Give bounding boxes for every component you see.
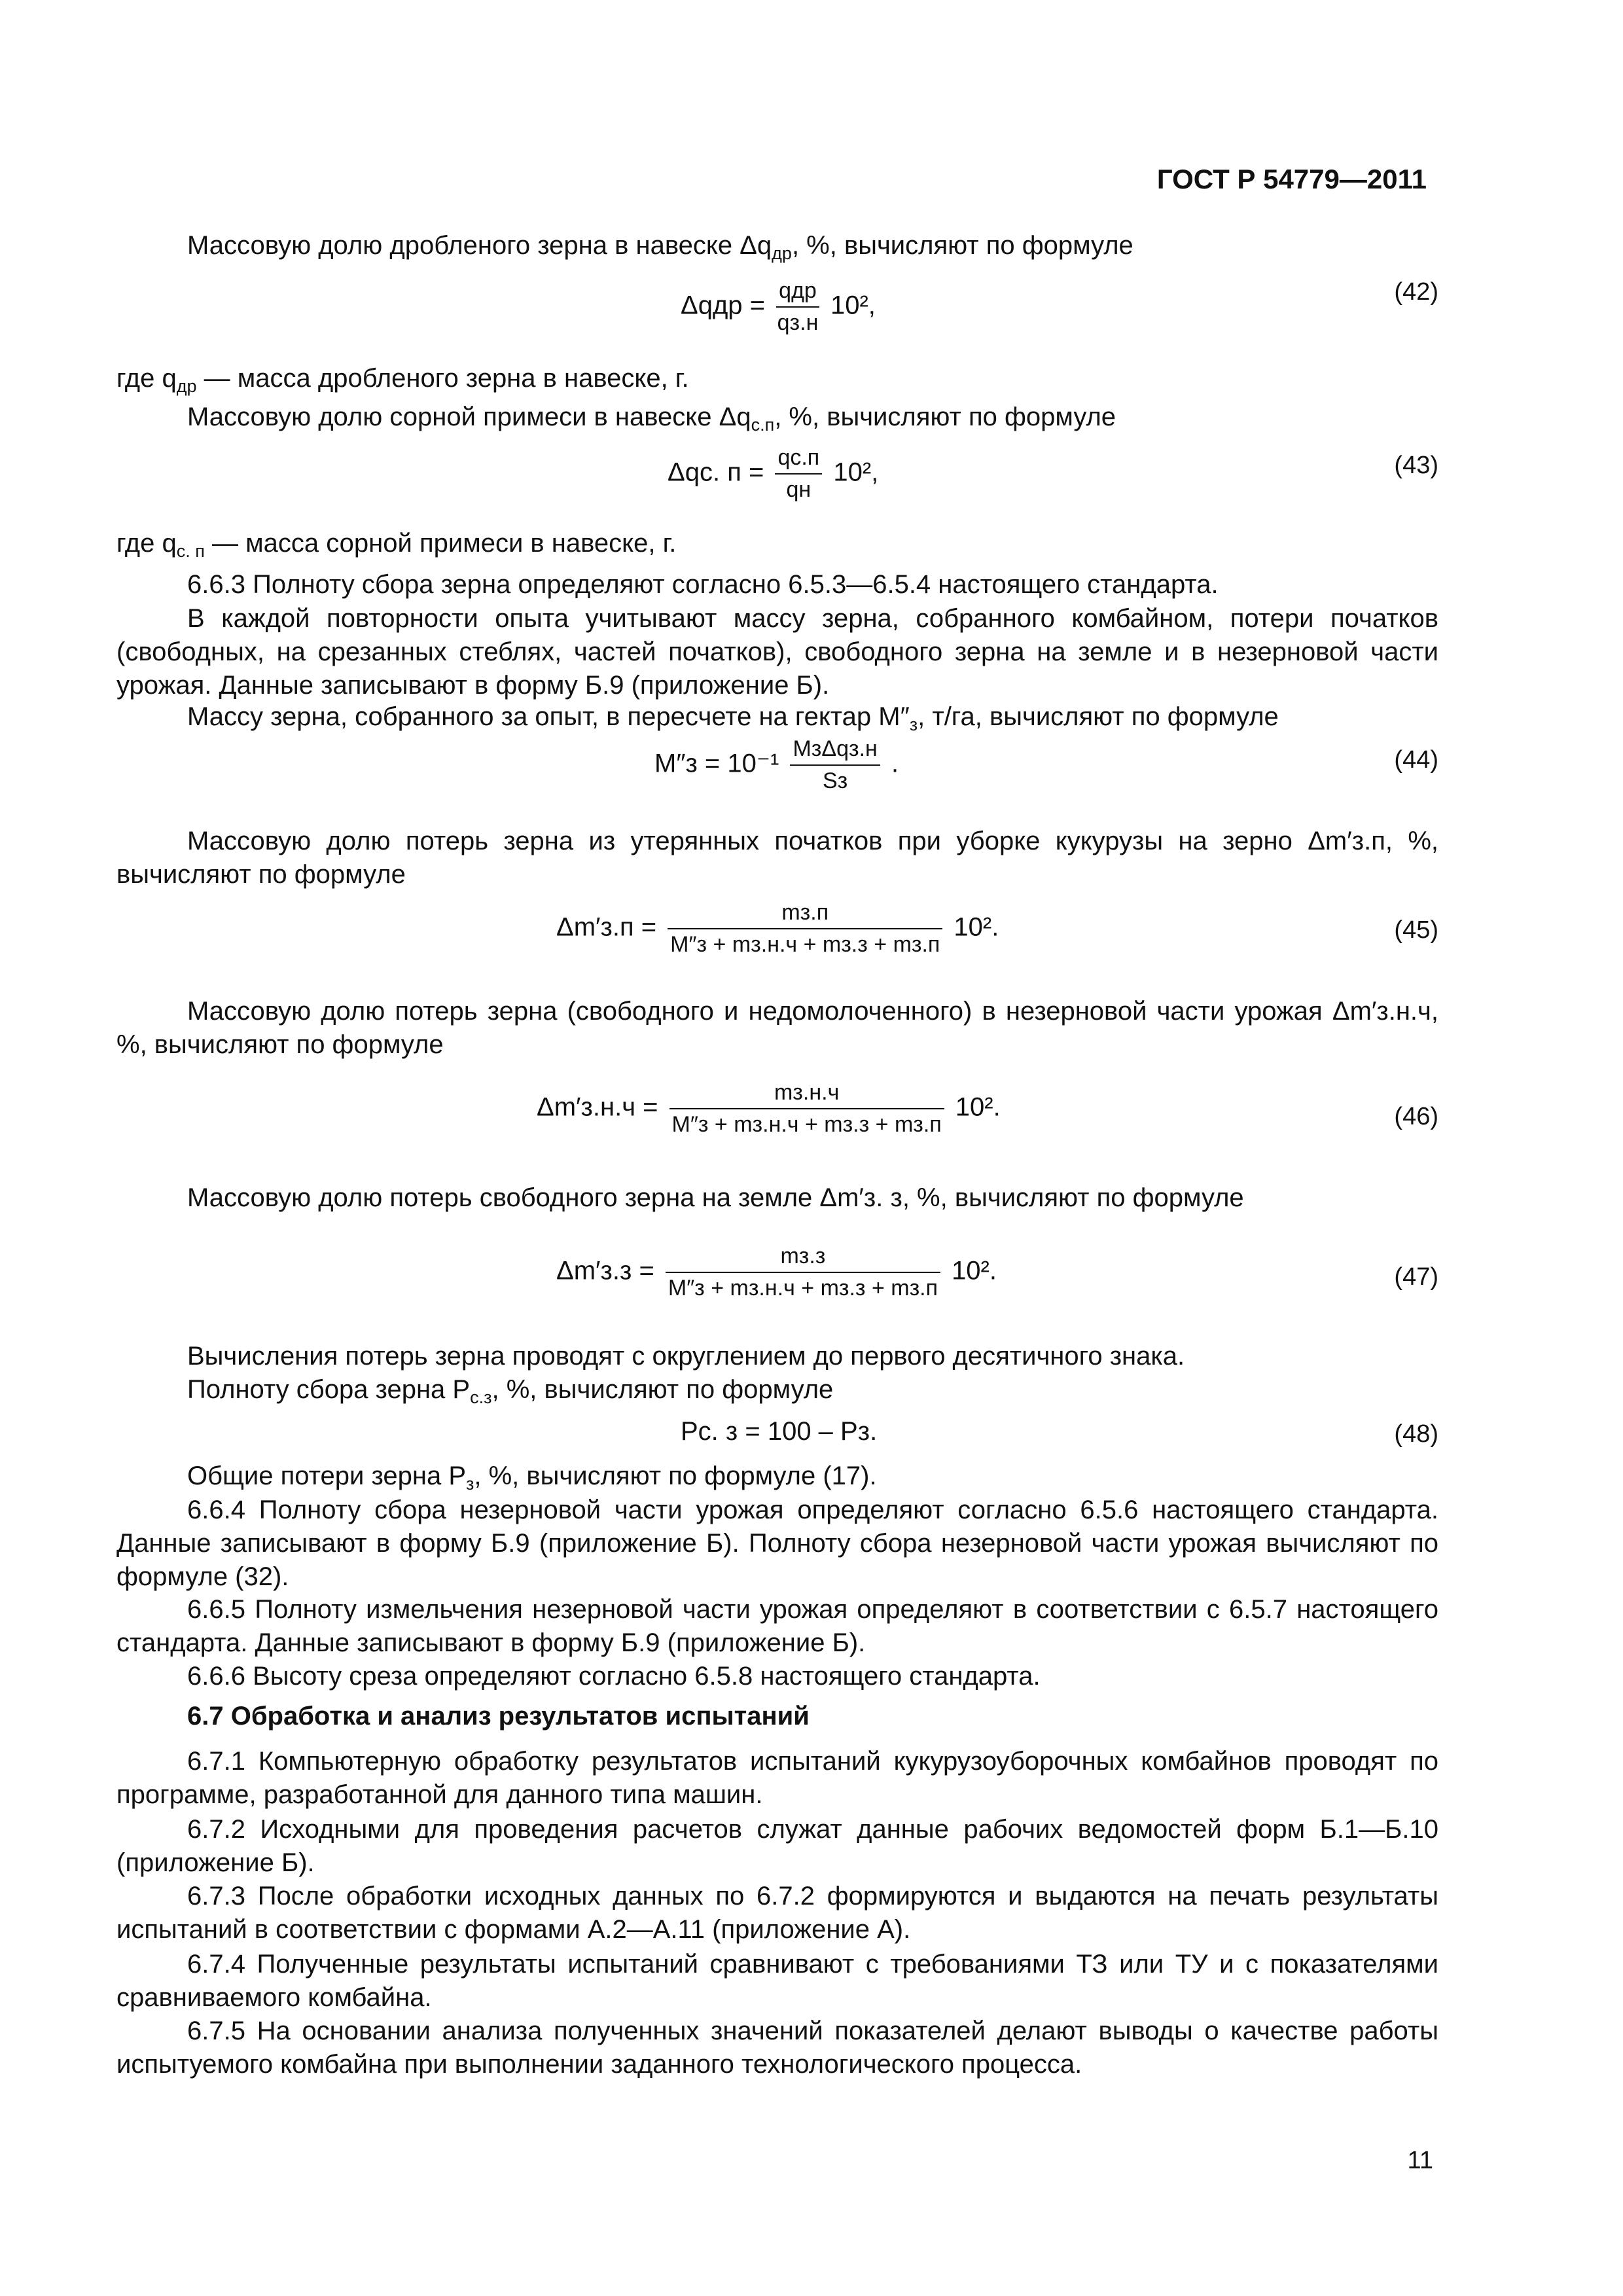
text-line: где $q_{др}$ — масса дробленого зерна в навеске, г.	[116, 364, 689, 396]
paragraph: 6.7.3 После обработки исходных данных по 6.7.2 формируются и выдаются на печать результаты испытаний в соответствии с формами А.2—А.11 (приложение А).	[116, 1882, 1438, 1944]
paragraph: 6.7.1 Компьютерную обработку результатов испытаний кукурузоуборочных комбайнов проводят по программе, разработанной для данного типа машин.	[116, 1747, 1438, 1809]
formula-number: (45)	[1394, 916, 1438, 944]
formula-number: (44)	[1394, 746, 1438, 774]
document-header: ГОСТ Р 54779—2011	[1156, 164, 1427, 194]
paragraph: В каждой повторности опыта учитывают массу зерна, собранного комбайном, потери початков (свободных, на срезанных стеблях, частей початков), свободного зерна на земле и в незерновой части урожая. Данные записывают в форму Б.9 (приложение Б).	[116, 604, 1438, 700]
paragraph: Массовую долю потерь зерна из утерянных початков при уборке кукурузы на зерно Δm′з.п, %, вычисляют по формуле	[116, 827, 1438, 889]
formula-number: (43)	[1394, 452, 1438, 479]
formula-number: (46)	[1394, 1103, 1438, 1130]
text-line: Массовую долю потерь свободного зерна на земле Δm′з. з, %, вычисляют по формуле	[187, 1183, 1244, 1212]
paragraph: 6.7.4 Полученные результаты испытаний сравнивают с требованиями ТЗ или ТУ и с показателями сравниваемого комбайна.	[116, 1950, 1438, 2012]
text-line: Массовую долю сорной примеси в навеске $\Delta q_{с.п}$, %, вычисляют по формуле	[187, 403, 1116, 435]
formula-48: Pс. з = 100 – Pз.	[681, 1417, 878, 1446]
paragraph: 6.6.6 Высоту среза определяют согласно 6.5.8 настоящего стандарта.	[187, 1662, 1041, 1691]
formula-number: (47)	[1394, 1263, 1438, 1291]
text-line: Массовую долю дробленого зерна в навеске $\Delta q_{др}$, %, вычисляют по формуле	[187, 231, 1133, 263]
formula-42: Δqдр = $\frac{\text{qдр}}{qз.н}$ 10²,	[681, 278, 876, 335]
text-line: где $q_{с. п}$ — масса сорной примеси в навеске, г.	[116, 529, 677, 561]
text-line: Массу зерна, собранного за опыт, в пересчете на гектар $M''_з$, т/га, вычисляют по формуле	[187, 702, 1279, 734]
formula-44: M″з = 10⁻¹ $\frac{\text{MзΔqз.н}}{Sз}$ .	[654, 736, 899, 793]
text-line: Вычисления потерь зерна проводят с округлением до первого десятичного знака.	[187, 1342, 1185, 1371]
section-heading: 6.7 Обработка и анализ результатов испытаний	[187, 1702, 810, 1731]
paragraph: Массовую долю потерь зерна (свободного и недомолоченного) в незерновой части урожая Δm′з.н.ч, %, вычисляют по формуле	[116, 997, 1438, 1059]
formula-45: Δm′з.п = $\frac{mз.п}{M''з + mз.н.ч + mз.з + mз.п}$ 10².	[556, 900, 999, 957]
paragraph: 6.7.5 На основании анализа полученных значений показателей делают выводы о качестве работы испытуемого комбайна при выполнении заданного технологического процесса.	[116, 2017, 1438, 2079]
formula-46: Δm′з.н.ч = $\frac{mз.н.ч}{M''з + mз.н.ч + mз.з + mз.п}$ 10².	[537, 1080, 1001, 1137]
formula-number: (48)	[1394, 1420, 1438, 1448]
formula-47: Δm′з.з = $\frac{mз.з}{M''з + mз.н.ч + mз.з + mз.п}$ 10².	[556, 1244, 997, 1300]
formula-43: Δqс. п = $\frac{qс.п}{qн}$ 10²,	[668, 445, 879, 502]
text-line: Общие потери зерна $P_з$, %, вычисляют по формуле (17).	[187, 1462, 877, 1494]
formula-number: (42)	[1394, 278, 1438, 306]
paragraph: 6.6.4 Полноту сбора незерновой части урожая определяют согласно 6.5.6 настоящего стандарта. Данные записывают в форму Б.9 (приложение Б). Полноту сбора незерновой части урожая вычисляют по формуле (32).	[116, 1496, 1438, 1591]
text-line: Полноту сбора зерна $P_{с.з}$, %, вычисляют по формуле	[187, 1375, 834, 1407]
paragraph: 6.7.2 Исходными для проведения расчетов служат данные рабочих ведомостей форм Б.1—Б.10 (приложение Б).	[116, 1815, 1438, 1877]
page-number: 11	[1407, 2147, 1433, 2174]
paragraph: 6.6.3 Полноту сбора зерна определяют согласно 6.5.3—6.5.4 настоящего стандарта.	[187, 570, 1219, 599]
paragraph: 6.6.5 Полноту измельчения незерновой части урожая определяют в соответствии с 6.5.7 настоящего стандарта. Данные записывают в форму Б.9 (приложение Б).	[116, 1595, 1438, 1657]
